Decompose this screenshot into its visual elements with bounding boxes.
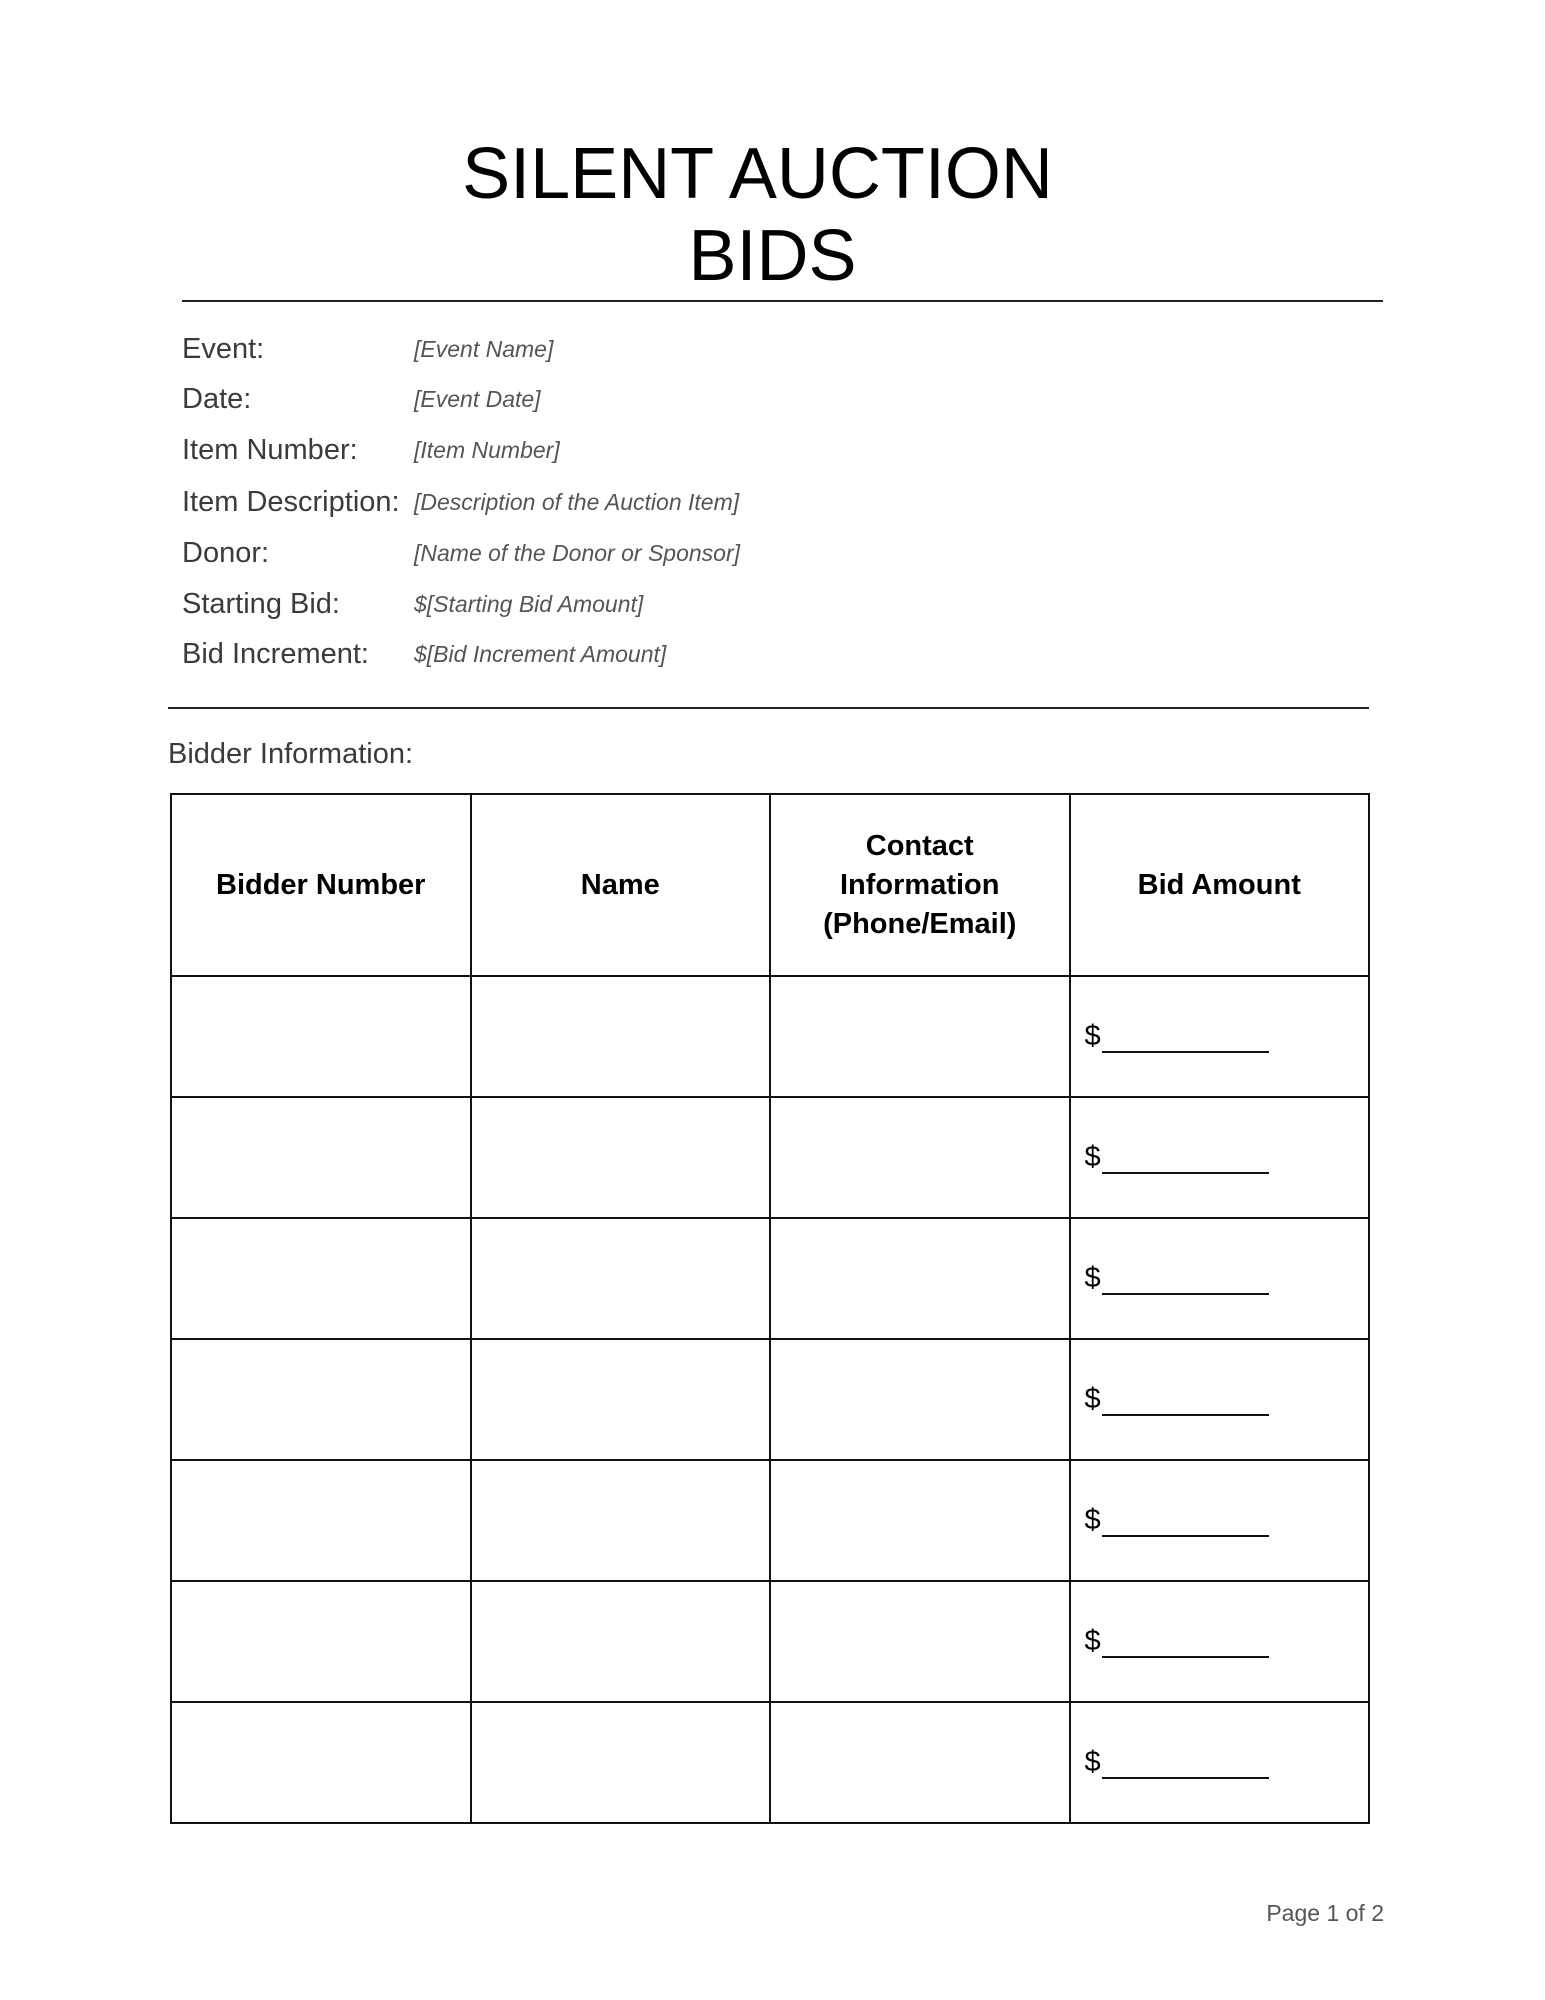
field-label: Event:	[182, 332, 265, 365]
bid-amount-blank-line[interactable]	[1102, 1023, 1269, 1053]
cell-name[interactable]	[471, 1581, 771, 1702]
bid-amount-blank-line[interactable]	[1102, 1386, 1269, 1416]
title-line-1: SILENT AUCTION	[462, 134, 1053, 214]
cell-contact[interactable]	[770, 1218, 1070, 1339]
bid-amount-field[interactable]	[1071, 1746, 1369, 1779]
field-value[interactable]: $[Starting Bid Amount]	[414, 590, 644, 617]
cell-bid-amount[interactable]	[1070, 1097, 1370, 1218]
field-value[interactable]: [Event Name]	[414, 335, 554, 362]
top-divider	[182, 300, 1383, 302]
table-row	[171, 1218, 1369, 1339]
field-label: Item Number:	[182, 433, 358, 466]
bid-amount-field[interactable]	[1071, 1383, 1369, 1416]
currency-symbol: $	[1084, 1625, 1101, 1657]
table-row	[171, 1339, 1369, 1460]
field-label: Item Description:	[182, 485, 400, 518]
field-label: Starting Bid:	[182, 587, 340, 620]
cell-contact[interactable]	[770, 1460, 1070, 1581]
bid-amount-blank-line[interactable]	[1102, 1628, 1269, 1658]
currency-symbol: $	[1084, 1746, 1101, 1778]
cell-bid-amount[interactable]	[1070, 976, 1370, 1097]
table-row	[171, 1460, 1369, 1581]
table-row	[171, 1581, 1369, 1702]
currency-symbol: $	[1084, 1020, 1101, 1052]
table-row	[171, 1702, 1369, 1823]
cell-name[interactable]	[471, 976, 771, 1097]
field-value[interactable]: [Name of the Donor or Sponsor]	[414, 539, 740, 566]
field-value[interactable]: [Event Date]	[414, 385, 541, 412]
field-value[interactable]: [Description of the Auction Item]	[414, 488, 740, 515]
field-item-number	[182, 430, 1282, 470]
cell-contact[interactable]	[770, 1581, 1070, 1702]
page-title	[0, 133, 1545, 297]
cell-bidder-number[interactable]	[171, 1702, 471, 1823]
cell-contact[interactable]	[770, 1339, 1070, 1460]
cell-contact[interactable]	[770, 976, 1070, 1097]
cell-bidder-number[interactable]	[171, 1460, 471, 1581]
bid-amount-field[interactable]	[1071, 1141, 1369, 1174]
table-row	[171, 976, 1369, 1097]
section-divider	[168, 707, 1369, 709]
bid-amount-field[interactable]	[1071, 1262, 1369, 1295]
cell-name[interactable]	[471, 1702, 771, 1823]
cell-name[interactable]	[471, 1339, 771, 1460]
cell-bid-amount[interactable]	[1070, 1218, 1370, 1339]
field-bid-increment	[182, 634, 1282, 674]
currency-symbol: $	[1084, 1141, 1101, 1173]
field-label: Donor:	[182, 536, 270, 569]
cell-bidder-number[interactable]	[171, 1581, 471, 1702]
cell-bidder-number[interactable]	[171, 976, 471, 1097]
cell-bid-amount[interactable]	[1070, 1460, 1370, 1581]
cell-bid-amount[interactable]	[1070, 1581, 1370, 1702]
column-header-bidder-number: Bidder Number	[171, 794, 471, 976]
bids-table-body	[171, 976, 1369, 1823]
field-label: Bid Increment:	[182, 637, 369, 670]
cell-bidder-number[interactable]	[171, 1097, 471, 1218]
cell-name[interactable]	[471, 1097, 771, 1218]
cell-name[interactable]	[471, 1460, 771, 1581]
currency-symbol: $	[1084, 1262, 1101, 1294]
table-row	[171, 1097, 1369, 1218]
bid-amount-blank-line[interactable]	[1102, 1749, 1269, 1779]
column-header-name: Name	[471, 794, 771, 976]
field-donor	[182, 533, 1282, 573]
cell-bidder-number[interactable]	[171, 1218, 471, 1339]
page-number: Page 1 of 2	[1266, 1900, 1384, 1926]
field-value[interactable]: [Item Number]	[414, 436, 560, 463]
cell-bid-amount[interactable]	[1070, 1702, 1370, 1823]
field-date	[182, 379, 1282, 419]
column-header-bid-amount: Bid Amount	[1070, 794, 1370, 976]
column-header-contact: Contact Information (Phone/Email)	[770, 794, 1070, 976]
bids-table	[170, 793, 1370, 1824]
field-starting-bid	[182, 584, 1282, 624]
currency-symbol: $	[1084, 1504, 1101, 1536]
cell-bid-amount[interactable]	[1070, 1339, 1370, 1460]
title-line-2: BIDS	[688, 216, 857, 296]
currency-symbol: $	[1084, 1383, 1101, 1415]
cell-name[interactable]	[471, 1218, 771, 1339]
bid-amount-blank-line[interactable]	[1102, 1144, 1269, 1174]
table-header-row	[171, 794, 1369, 976]
field-label: Date:	[182, 382, 252, 415]
cell-bidder-number[interactable]	[171, 1339, 471, 1460]
field-value[interactable]: $[Bid Increment Amount]	[414, 640, 667, 667]
field-event	[182, 329, 1282, 369]
bid-amount-field[interactable]	[1071, 1020, 1369, 1053]
bid-amount-blank-line[interactable]	[1102, 1507, 1269, 1537]
bidder-information-heading: Bidder Information:	[168, 738, 414, 770]
cell-contact[interactable]	[770, 1702, 1070, 1823]
field-item-description	[182, 482, 1282, 522]
bid-amount-field[interactable]	[1071, 1625, 1369, 1658]
cell-contact[interactable]	[770, 1097, 1070, 1218]
bid-amount-blank-line[interactable]	[1102, 1265, 1269, 1295]
bid-amount-field[interactable]	[1071, 1504, 1369, 1537]
